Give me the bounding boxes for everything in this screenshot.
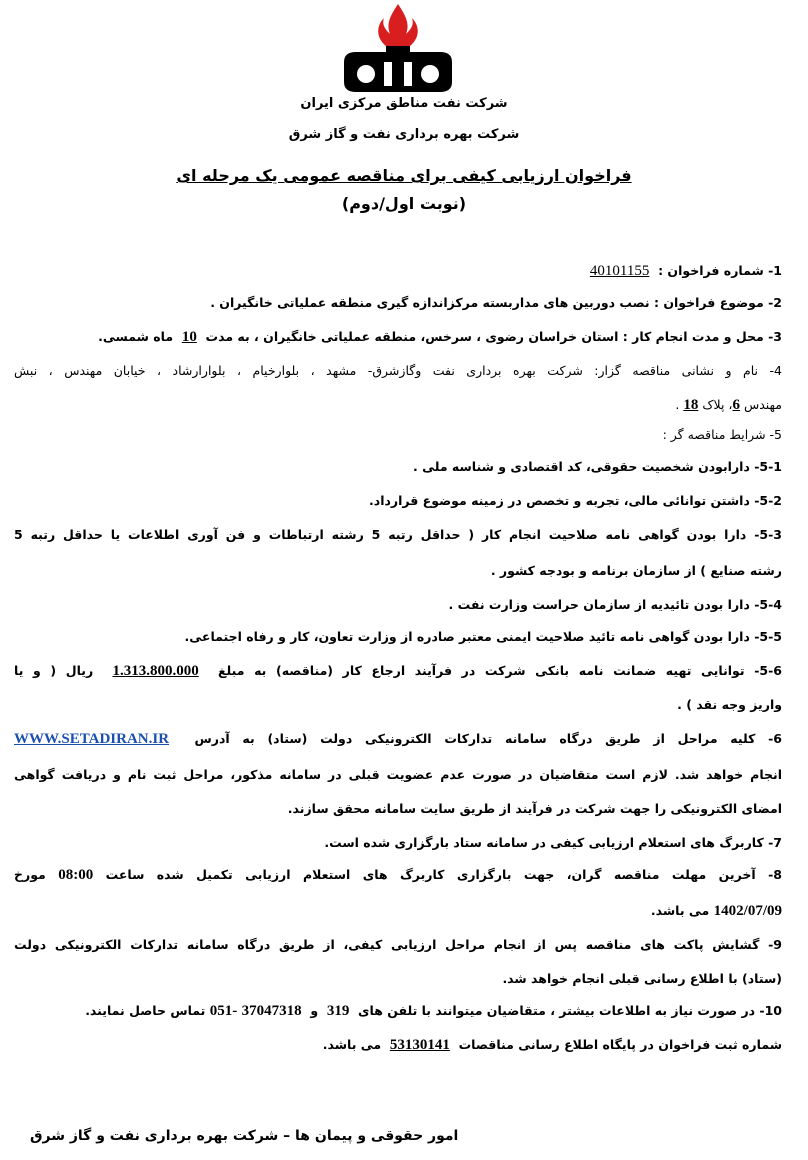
item-6-line2: انجام خواهد شد. لازم است متقاضیان در صورت عدم عضویت قبلی در سامانه مذکور، مراحل ثبت نام و دریافت گواهی <box>14 767 782 782</box>
setadiran-link[interactable]: WWW.SETADIRAN.IR <box>14 731 170 747</box>
item-8-line1: 8- آخرین مهلت مناقصه گران، جهت بارگزاری کاربرگ های استعلام ارزیابی تکمیل شده ساعت 08:00 مورخ <box>14 867 782 883</box>
registration-number: شماره ثبت فراخوان در پایگاه اطلاع رسانی مناقصات 53130141 می باشد. <box>322 1037 782 1053</box>
announcement-subtitle: (نوبت اول/دوم) <box>341 194 467 213</box>
item-5: 5- شرایط مناقصه گر : <box>662 427 782 442</box>
item-4-line1: 4- نام و نشانی مناقصه گزار: شرکت بهره برداری نفت وگازشرق- مشهد ، بلوارخیام ، بلوارارشاد ، خیابان مهندس ، نبش <box>14 363 782 378</box>
guarantee-amount: 1.313.800.000 <box>112 663 199 679</box>
item-5-6-line1: 5-6- توانایی تهیه ضمانت نامه بانکی شرکت در فرآیند ارجاع کار (مناقصه) به مبلغ 1.313.800.000 ریال ( و یا <box>14 663 782 679</box>
deadline-date: 1402/07/09 <box>713 903 782 919</box>
item-4-line2: مهندس 6، پلاک 18 . <box>675 397 782 413</box>
item-7: 7- کاربرگ های استعلام ارزیابی کیفی در سامانه ستاد بارگزاری شده است. <box>324 835 782 850</box>
item-9-line1: 9- گشایش پاکت های مناقصه پس از انجام مراحل ارزیابی کیفی، از طریق درگاه سامانه تدارکات الکترونیکی دولت <box>14 937 782 952</box>
item-10: 10- در صورت نیاز به اطلاعات بیشتر ، متقاضیان میتوانند با تلفن های 319 و 37047318 -051 تماس حاصل نمایند. <box>85 1003 782 1019</box>
item-6-line3: امضای الکترونیکی را جهت شرکت در فرآیند از طریق سایت سامانه محقق سازند. <box>287 801 782 816</box>
subsidiary-name: شرکت بهره برداری نفت و گاز شرق <box>288 127 520 142</box>
item-5-6-line2: واریز وجه نقد ) . <box>677 697 782 712</box>
item-3: 3- محل و مدت انجام کار : استان خراسان رضوی ، سرخس، منطقه عملیاتی خانگیران ، به مدت 10 ماه شمسی. <box>98 329 782 345</box>
duration-months: 10 <box>181 329 197 345</box>
flame-icon <box>378 4 418 46</box>
item-5-1: 5-1- دارابودن شخصیت حقوقی، کد اقتصادی و شناسه ملی . <box>412 459 782 474</box>
call-number: 40101155 <box>589 263 650 279</box>
item-2: 2- موضوع فراخوان : نصب دوربین های مداربسته مرکزاندازه گیری منطقه عملیاتی خانگیران . <box>210 295 782 310</box>
announcement-title: فراخوان ارزیابی کیفی برای مناقصه عمومی یک مرحله ای <box>176 166 632 185</box>
item-9-line2: (ستاد) با اطلاع رسانی قبلی انجام خواهد شد. <box>502 971 782 986</box>
tender-registration-number: 53130141 <box>389 1037 450 1053</box>
item-5-4: 5-4- دارا بودن تائیدیه از سازمان حراست وزارت نفت . <box>448 597 782 612</box>
footer-signature: امور حقوقی و پیمان ها – شرکت بهره برداری نفت و گاز شرق <box>30 1128 459 1144</box>
item-1: 1- شماره فراخوان : 40101155 <box>589 263 782 279</box>
item-5-2: 5-2- داشتن توانائی مالی، تجربه و تخصص در زمینه موضوع قرارداد. <box>369 493 782 508</box>
nioc-logo <box>332 2 464 94</box>
company-name: شرکت نفت مناطق مرکزی ایران <box>300 96 508 111</box>
deadline-time: 08:00 <box>58 867 94 883</box>
item-5-3-line2: رشته صنایع ) از سازمان برنامه و بودجه کشور . <box>490 563 782 578</box>
item-5-5: 5-5- دارا بودن گواهی نامه تائید صلاحیت ایمنی معتبر صادره از وزارت تعاون، کار و رفاه اجتماعی. <box>184 629 782 644</box>
item-8-line2: 1402/07/09 می باشد. <box>650 903 782 919</box>
item-5-3-line1: 5-3- دارا بودن گواهی نامه صلاحیت انجام کار ( حداقل رتبه 5 رشته ارتباطات و فن آوری اطلاعات یا حداقل رتبه 5 <box>14 527 782 542</box>
item-6-line1: 6- کلیه مراحل از طریق درگاه سامانه تدارکات الکترونیکی دولت (ستاد) به آدرس WWW.SETADIRAN.IR <box>14 731 782 747</box>
